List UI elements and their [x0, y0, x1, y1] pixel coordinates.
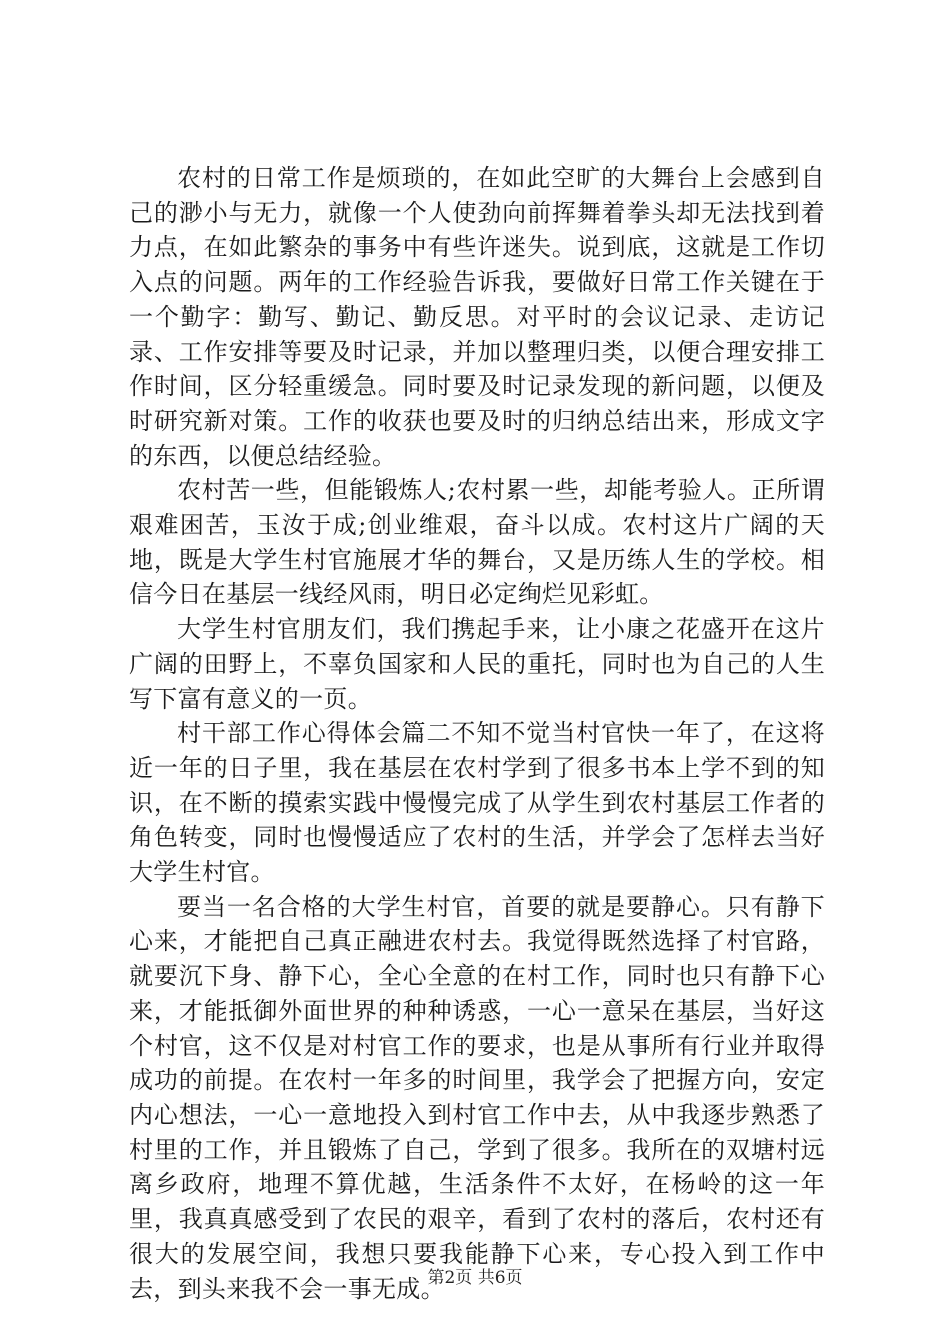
paragraph-3: 大学生村官朋友们，我们携起手来，让小康之花盛开在这片广阔的田野上，不辜负国家和人民的重托，同时也为自己的人生写下富有意义的一页。	[129, 615, 825, 713]
document-body	[129, 161, 825, 1306]
paragraph-1: 农村的日常工作是烦琐的，在如此空旷的大舞台上会感到自己的渺小与无力，就像一个人使劲向前挥舞着拳头却无法找到着力点，在如此繁杂的事务中有些许迷失。说到底，这就是工作切入点的问题。两年的工作经验告诉我，要做好日常工作关键在于一个勤字：勤写、勤记、勤反思。对平时的会议记录、走访记录、工作安排等要及时记录，并加以整理归类，以便合理安排工作时间，区分轻重缓急。同时要及时记录发现的新问题，以便及时研究新对策。工作的收获也要及时的归纳总结出来，形成文字的东西，以便总结经验。	[129, 164, 825, 470]
paragraph-5: 要当一名合格的大学生村官，首要的就是要静心。只有静下心来，才能把自己真正融进农村去。我觉得既然选择了村官路，就要沉下身、静下心，全心全意的在村工作，同时也只有静下心来，才能抵御外面世界的种种诱惑，一心一意呆在基层，当好这个村官，这不仅是对村官工作的要求，也是从事所有行业并取得成功的前提。在农村一年多的时间里，我学会了把握方向，安定内心想法，一心一意地投入到村官工作中去，从中我逐步熟悉了村里的工作，并且锻炼了自己，学到了很多。我所在的双塘村远离乡政府，地理不算优越，生活条件不太好，在杨岭的这一年里，我真真感受到了农民的艰辛，看到了农村的落后，农村还有很大的发展空间，我想只要我能静下心来，专心投入到工作中去，到头来我不会一事无成。	[129, 892, 825, 1303]
paragraph-2: 农村苦一些，但能锻炼人;农村累一些，却能考验人。正所谓艰难困苦，玉汝于成;创业维艰，奋斗以成。农村这片广阔的天地，既是大学生村官施展才华的舞台，又是历练人生的学校。相信今日在基层一线经风雨，明日必定绚烂见彩虹。	[129, 476, 825, 609]
page-footer: 第2页 共6页	[427, 1268, 523, 1288]
paragraph-4: 村干部工作心得体会篇二不知不觉当村官快一年了，在这将近一年的日子里，我在基层在农村学到了很多书本上学不到的知识，在不断的摸索实践中慢慢完成了从学生到农村基层工作者的角色转变，同时也慢慢适应了农村的生活，并学会了怎样去当好大学生村官。	[129, 719, 825, 887]
